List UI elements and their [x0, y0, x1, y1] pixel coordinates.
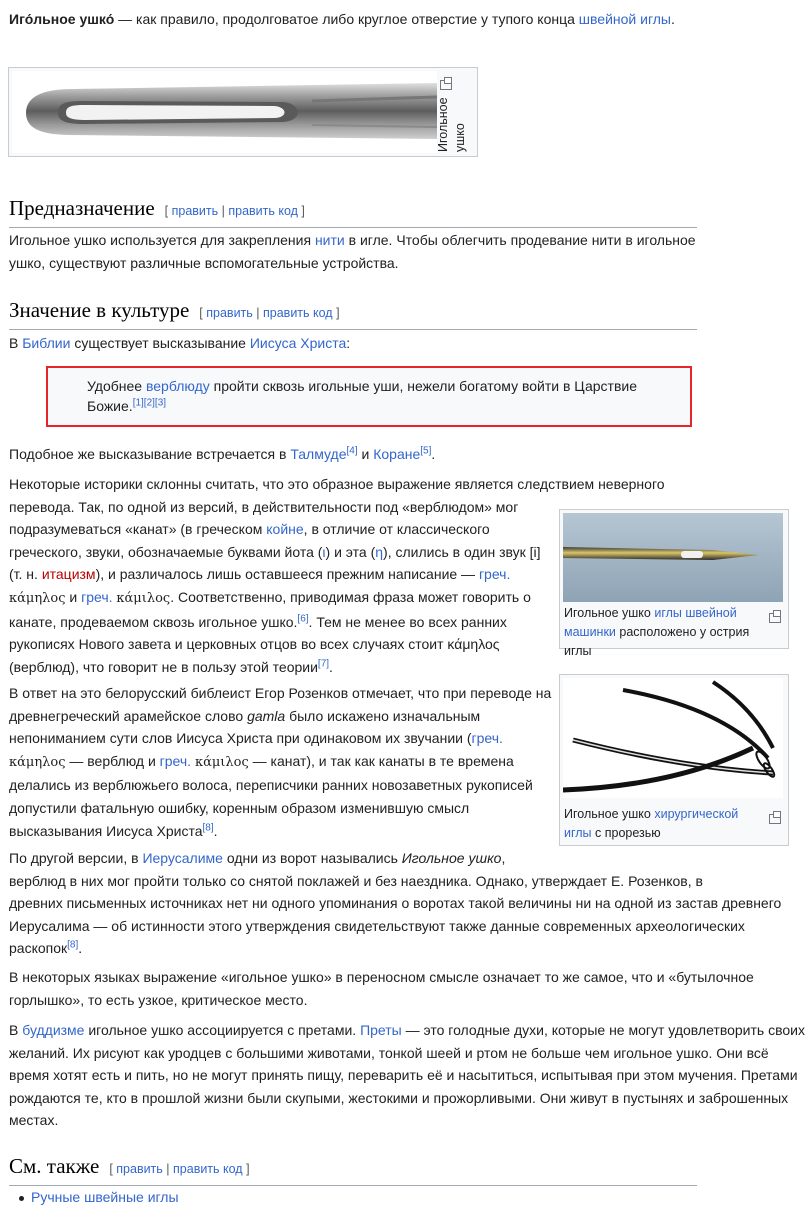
link-iota[interactable]: ι	[322, 543, 326, 560]
edit-links: [ править | править код ]	[199, 306, 340, 320]
quote-refs[interactable]: [1][2][3]	[132, 397, 167, 409]
sewing-machine-needle-photo[interactable]	[563, 513, 783, 602]
historians-paragraph: Некоторые историки склонны считать, что это образное выражение является следствием неверного перевода. Так, по одной из версий, в действительности под «верблюдом» мог подразумеваться «канат» (в греческом койне, в отличие от классического греческого, звуки, обозначаемые буквами йота (ι) и эта (η), слились в один звук [i] (т. н. итацизм), и различалось лишь оставшееся прежним написание — греч. κάμηλος и греч. κάμιλος. Соответственно, приводимая фраза может говорить о канате, продеваемом сквозь игольное ушко.[6]. Тем не менее во всех ранних рукописях Нового завета и церковных отцов во всех случаях стоит κάμηλος (верблюд), что говорит не в пользу этой теории[7].	[9, 476, 665, 675]
thumb-surgical-needle	[559, 674, 789, 846]
top-image-frame	[8, 67, 478, 157]
jerusalem-paragraph: По другой версии, в Иерусалиме одни из ворот назывались Игольное ушко, верблюд в них мог пройти только со снятой поклажей и без наездника. Однако, утверждает Е. Розенков, в древних письменных источниках нет ни одного упоминания о воротах такой величины ни на одной из застав древнего Иерусалима — об истинности этого утверждения свидетельствуют также данные современных археологических раскопок[8].	[9, 850, 782, 957]
link-thread[interactable]: нити	[314, 232, 345, 248]
see-also-list	[9, 1186, 179, 1208]
link-greek[interactable]: греч.	[159, 752, 192, 769]
enlarge-icon[interactable]	[769, 814, 781, 824]
edit-link[interactable]: править	[116, 1162, 163, 1176]
talmud-paragraph: Подобное же высказывание встречается в Талмуде[4] и Коране[5].	[9, 445, 436, 462]
link-koine[interactable]: койне	[266, 521, 304, 538]
link-surgical-needle[interactable]: хирургической иглы	[564, 807, 739, 840]
link-greek[interactable]: греч.	[81, 588, 113, 605]
edit-links: [ править | править код ]	[164, 204, 305, 218]
link-bible[interactable]: Библии	[22, 335, 71, 351]
edit-code-link[interactable]: править код	[263, 306, 333, 320]
link-koran[interactable]: Коране	[373, 446, 421, 462]
link-sewing-needle[interactable]: швейной иглы	[578, 11, 671, 27]
intro-term: Иго́льное ушко́	[9, 11, 115, 27]
link-pretas[interactable]: Преты	[360, 1022, 402, 1038]
purpose-paragraph: Игольное ушко используется для закрепления нити в игле. Чтобы облегчить продевание нити в игольное ушко, существуют различные вспомогательные устройства.	[9, 232, 696, 271]
languages-paragraph: В некоторых языках выражение «игольное ушко» в переносном смысле означает то же самое, что и «бутылочное горлышко», то есть узкое, критическое место.	[9, 969, 754, 1008]
thumb1-caption: Игольное ушко иглы швейной машинки расположено у острия иглы	[564, 606, 750, 658]
edit-links: [ править | править код ]	[109, 1162, 250, 1176]
edit-link[interactable]: править	[171, 204, 219, 218]
link-talmud[interactable]: Талмуде	[290, 446, 347, 462]
redlink-itacism[interactable]: итацизм	[41, 566, 96, 583]
link-hand-sewing-needles[interactable]: Ручные швейные иглы	[31, 1189, 179, 1205]
thumb-sewing-machine-needle	[559, 509, 789, 658]
link-jesus[interactable]: Иисуса Христа	[249, 335, 347, 351]
link-jerusalem[interactable]: Иерусалиме	[142, 850, 223, 866]
edit-link[interactable]: править	[206, 306, 253, 320]
buddhism-paragraph: В буддизме игольное ушко ассоциируется с претами. Преты — это голодные духи, которые не могут удовлетворить своих желаний. Их рисуют как уродцев с большими животами, тонкой шеей и ртом не больше чем игольное ушко. Они всё время хотят есть и пить, но не могут принять пищу, переварить её и насытиться, испытывая при этом мучения. Претами рождаются те, кто в прошлой жизни были скупыми, жестокими и прожорливыми. Они живут в пустынях и заброшенных местах.	[9, 1022, 805, 1129]
top-image-caption: Игольное ушко	[436, 97, 467, 152]
heading-see-also: См. также [ править | править код ]	[9, 1152, 697, 1186]
link-greek[interactable]: греч.	[478, 566, 511, 583]
quote-text: Удобнее верблюду пройти сквозь игольные уши, нежели богатому войти в Царствие Божие.[1][2][3]	[87, 378, 637, 414]
link-greek[interactable]: греч.	[471, 730, 503, 747]
rozenkov-paragraph: В ответ на это белорусский библеист Егор Розенков отмечает, что при переводе на древнегреческий арамейское слово gamla было искажено изначальным непониманием сути слов Иисуса Христа при одинаковом их звучании (греч. κάμηλος — верблюд и греч. κάμιλος — канат), и так как канаты в те времена делались из верблюжьего волоса, переписчики ранних новозаветных рукописей допустили фатальную ошибку, коренным образом изменившую смысл высказывания Иисуса Христа[8].	[9, 685, 552, 839]
thumb2-caption: Игольное ушко хирургической иглы с прорезью	[564, 807, 739, 840]
link-buddhism[interactable]: буддизме	[22, 1022, 85, 1038]
intro-paragraph: Иго́льное ушко́ — как правило, продолговатое либо круглое отверстие у тупого конца швейной иглы.	[9, 11, 675, 27]
edit-code-link[interactable]: править код	[173, 1162, 243, 1176]
enlarge-icon[interactable]	[769, 613, 781, 623]
bible-paragraph: В Библии существует высказывание Иисуса Христа:	[9, 335, 351, 351]
needle-eye-photo[interactable]	[12, 71, 437, 153]
heading-purpose: Предназначение [ править | править код ]	[9, 194, 697, 228]
heading-culture: Значение в культуре [ править | править код ]	[9, 296, 697, 330]
link-sewing-machine-needle[interactable]: иглы швейной машинки	[564, 606, 737, 639]
edit-code-link[interactable]: править код	[228, 204, 298, 218]
link-eta[interactable]: η	[375, 543, 384, 560]
list-item	[9, 1186, 179, 1208]
bible-quote	[46, 366, 692, 427]
surgical-needle-photo[interactable]	[563, 678, 783, 798]
link-camel[interactable]: верблюду	[145, 378, 210, 394]
